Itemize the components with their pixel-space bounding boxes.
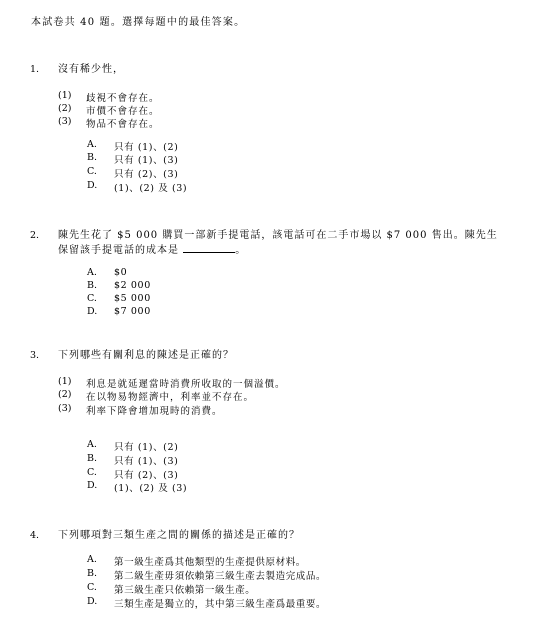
statement-label: (2) — [58, 389, 72, 400]
option-label[interactable]: C. — [87, 582, 97, 593]
question-number: 2. — [30, 230, 40, 241]
question-text-main: 陳先生花了 $5 000 購買一部新手提電話，該電話可在二手市場以 $7 000 售出。陳先生保留該手提電話的成本是 — [58, 230, 498, 256]
option-label[interactable]: A. — [87, 439, 97, 450]
option-label[interactable]: A. — [87, 267, 97, 278]
option-label[interactable]: C. — [87, 166, 97, 177]
statement-label: (3) — [58, 116, 72, 127]
option-text[interactable]: 只有 (1)、(2) — [114, 442, 179, 453]
option-label[interactable]: B. — [87, 453, 98, 464]
answer-blank — [183, 243, 235, 253]
option-label[interactable]: D. — [87, 306, 98, 317]
question-text-end: 。 — [235, 245, 247, 256]
statement-label: (2) — [58, 103, 72, 114]
option-text[interactable]: 只有 (1)、(3) — [114, 155, 179, 166]
exam-instructions: 本試卷共 40 題。選擇每題中的最佳答案。 — [31, 17, 246, 28]
option-text[interactable]: 只有 (2)、(3) — [114, 169, 179, 180]
option-text[interactable]: 只有 (2)、(3) — [114, 470, 179, 481]
statement-text: 物品不會存在。 — [86, 119, 160, 130]
question-number: 4. — [30, 530, 40, 541]
statement-label: (3) — [58, 403, 72, 414]
option-text[interactable]: 三類生產是獨立的，其中第三級生產爲最重要。 — [114, 599, 327, 610]
question-text: 沒有稀少性， — [58, 64, 124, 75]
question-text: 下列哪些有關利息的陳述是正確的？ — [58, 350, 234, 361]
statement-text: 利率下降會增加現時的消費。 — [86, 406, 223, 417]
option-label[interactable]: D. — [87, 480, 98, 491]
statement-text: 在以物易物經濟中，利率並不存在。 — [86, 392, 255, 403]
statement-text: 歧視不會存在。 — [86, 93, 160, 104]
option-label[interactable]: C. — [87, 467, 97, 478]
option-text[interactable]: $7 000 — [114, 306, 151, 317]
option-text[interactable]: 第三級生產只依賴第一級生產。 — [114, 585, 256, 596]
statement-label: (1) — [58, 376, 72, 387]
option-text[interactable]: (1)、(2) 及 (3) — [114, 183, 188, 194]
option-label[interactable]: B. — [87, 152, 98, 163]
option-text[interactable]: 只有 (1)、(2) — [114, 142, 179, 153]
statement-label: (1) — [58, 90, 72, 101]
statement-text: 市價不會存在。 — [86, 106, 160, 117]
option-text[interactable]: 第二級生產毋須依賴第三級生產去製造完成品。 — [114, 571, 327, 582]
option-label[interactable]: A. — [87, 554, 97, 565]
option-text[interactable]: $0 — [114, 267, 128, 278]
option-label[interactable]: C. — [87, 293, 97, 304]
option-label[interactable]: B. — [87, 568, 98, 579]
option-text[interactable]: $2 000 — [114, 280, 151, 291]
option-label[interactable]: D. — [87, 180, 98, 191]
option-label[interactable]: D. — [87, 596, 98, 607]
option-text[interactable]: 第一級生產爲其他類型的生產提供原材料。 — [114, 557, 306, 568]
option-text[interactable]: (1)、(2) 及 (3) — [114, 483, 188, 494]
option-label[interactable]: A. — [87, 139, 97, 150]
question-number: 3. — [30, 350, 40, 361]
question-number: 1. — [30, 64, 40, 75]
option-text[interactable]: 只有 (1)、(3) — [114, 456, 179, 467]
statement-text: 利息是就延遲當時消費所收取的一個溢價。 — [86, 379, 286, 390]
option-label[interactable]: B. — [87, 280, 98, 291]
option-text[interactable]: $5 000 — [114, 293, 151, 304]
question-text: 下列哪項對三類生產之間的關係的描述是正確的？ — [58, 530, 300, 541]
question-text — [58, 229, 503, 258]
